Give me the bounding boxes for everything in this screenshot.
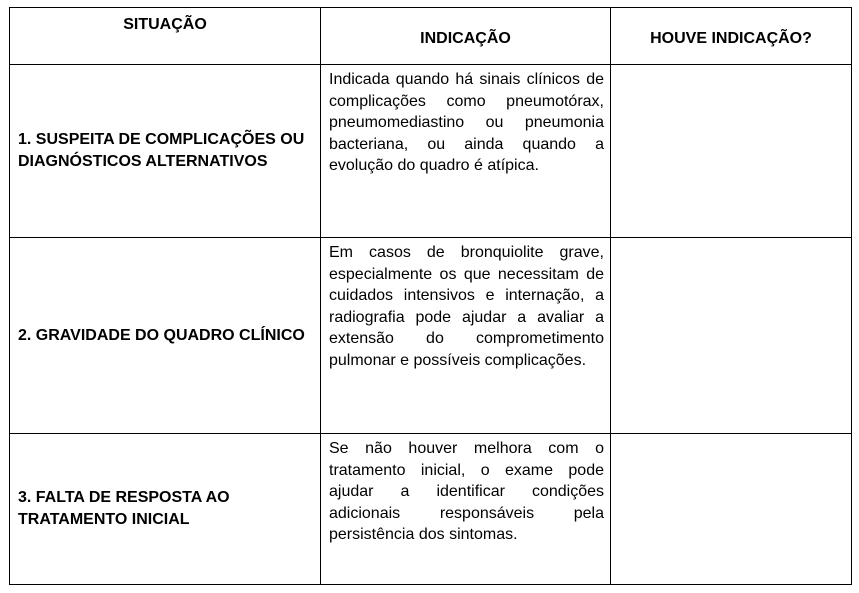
indication-table — [9, 7, 852, 585]
header-situacao: SITUAÇÃO — [10, 8, 321, 65]
header-indicacao: INDICAÇÃO — [321, 8, 611, 65]
table-row — [10, 434, 852, 585]
situacao-cell — [10, 434, 321, 585]
indicacao-cell: Em casos de bronquiolite grave, especialmente os que necessitam de cuidados intensivos e internação, a radiografia pode ajudar a avaliar a extensão do comprometimento pulmonar e possíveis complicações. — [321, 238, 611, 434]
indicacao-cell: Indicada quando há sinais clínicos de complicações como pneumotórax, pneumomediastino ou pneumonia bacteriana, ou ainda quando a evolução do quadro é atípica. — [321, 65, 611, 238]
situacao-label: 1. SUSPEITA DE COMPLICAÇÕES OU DIAGNÓSTICOS ALTERNATIVOS — [18, 131, 305, 170]
table-row — [10, 238, 852, 434]
table-row — [10, 65, 852, 238]
indicacao-cell: Se não houver melhora com o tratamento inicial, o exame pode ajudar a identificar condições adicionais responsáveis pela persistência dos sintomas. — [321, 434, 611, 585]
situacao-label: 3. FALTA DE RESPOSTA AO TRATAMENTO INICIAL — [18, 489, 230, 528]
houve-indicacao-cell[interactable] — [611, 65, 852, 238]
situacao-cell — [10, 65, 321, 238]
table-header-row — [10, 8, 852, 65]
houve-indicacao-cell[interactable] — [611, 238, 852, 434]
situacao-cell — [10, 238, 321, 434]
header-houve-indicacao: HOUVE INDICAÇÃO? — [611, 8, 852, 65]
houve-indicacao-cell[interactable] — [611, 434, 852, 585]
situacao-label: 2. GRAVIDADE DO QUADRO CLÍNICO — [18, 326, 305, 344]
